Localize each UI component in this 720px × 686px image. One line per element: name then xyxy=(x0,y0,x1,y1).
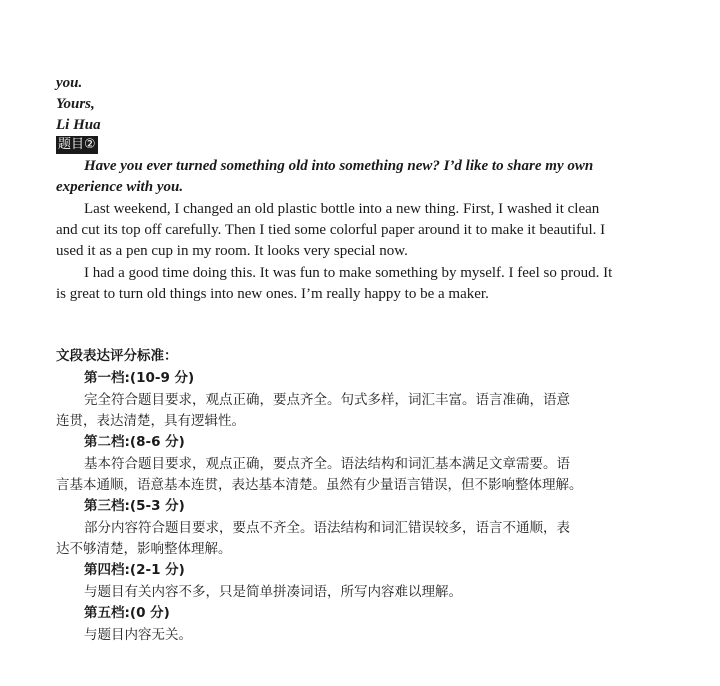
rubric-level-1-line-2: 连贯，表达清楚，具有逻辑性。 xyxy=(56,413,245,429)
rubric-level-5-line-1: 与题目内容无关。 xyxy=(84,627,192,643)
rubric-level-3-line-1: 部分内容符合题目要求，要点不齐全。语法结构和词汇错误较多，语言不通顺，表 xyxy=(84,520,570,536)
essay-p2-line-1: I had a good time doing this. It was fun to make something by myself. I feel so proud. It xyxy=(84,265,613,281)
letter-signature: Li Hua xyxy=(56,117,101,133)
essay-p1-line-2: and cut its top off carefully. Then I tied some colorful paper around it to make it beautiful. I xyxy=(56,222,606,238)
topic-tag: 题目② xyxy=(58,137,96,152)
rubric-level-2-label: 第二档:(8-6 分) xyxy=(84,434,185,450)
essay-p1-line-3: used it as a pen cup in my room. It looks very special now. xyxy=(56,243,408,259)
rubric-level-3-label: 第三档:(5-3 分) xyxy=(84,498,185,514)
rubric-level-1-label: 第一档:(10-9 分) xyxy=(84,370,195,386)
letter-closing: Yours, xyxy=(56,96,95,112)
rubric-level-4-label: 第四档:(2-1 分) xyxy=(84,562,185,578)
essay-p1-line-1: Last weekend, I changed an old plastic bottle into a new thing. First, I washed it clean xyxy=(84,201,600,217)
rubric-level-2-line-1: 基本符合题目要求，观点正确，要点齐全。语法结构和词汇基本满足文章需要。语 xyxy=(84,456,570,472)
rubric-level-4-line-1: 与题目有关内容不多，只是简单拼凑词语，所写内容难以理解。 xyxy=(84,584,462,600)
letter-end-line: you. xyxy=(56,75,83,91)
rubric-level-5-label: 第五档:(0 分) xyxy=(84,605,170,621)
essay-p2-line-2: is great to turn old things into new ones. I’m really happy to be a maker. xyxy=(56,286,489,302)
rubric-level-1-line-1: 完全符合题目要求，观点正确，要点齐全。句式多样，词汇丰富。语言准确，语意 xyxy=(84,392,570,408)
essay-intro-line-1: Have you ever turned something old into something new? I’d like to share my own xyxy=(84,158,594,174)
rubric-level-2-line-2: 言基本通顺，语意基本连贯，表达基本清楚。虽然有少量语言错误，但不影响整体理解。 xyxy=(56,477,583,493)
essay-intro-line-2: experience with you. xyxy=(56,179,184,195)
rubric-title: 文段表达评分标准： xyxy=(56,348,178,364)
rubric-level-3-line-2: 达不够清楚，影响整体理解。 xyxy=(56,541,232,557)
